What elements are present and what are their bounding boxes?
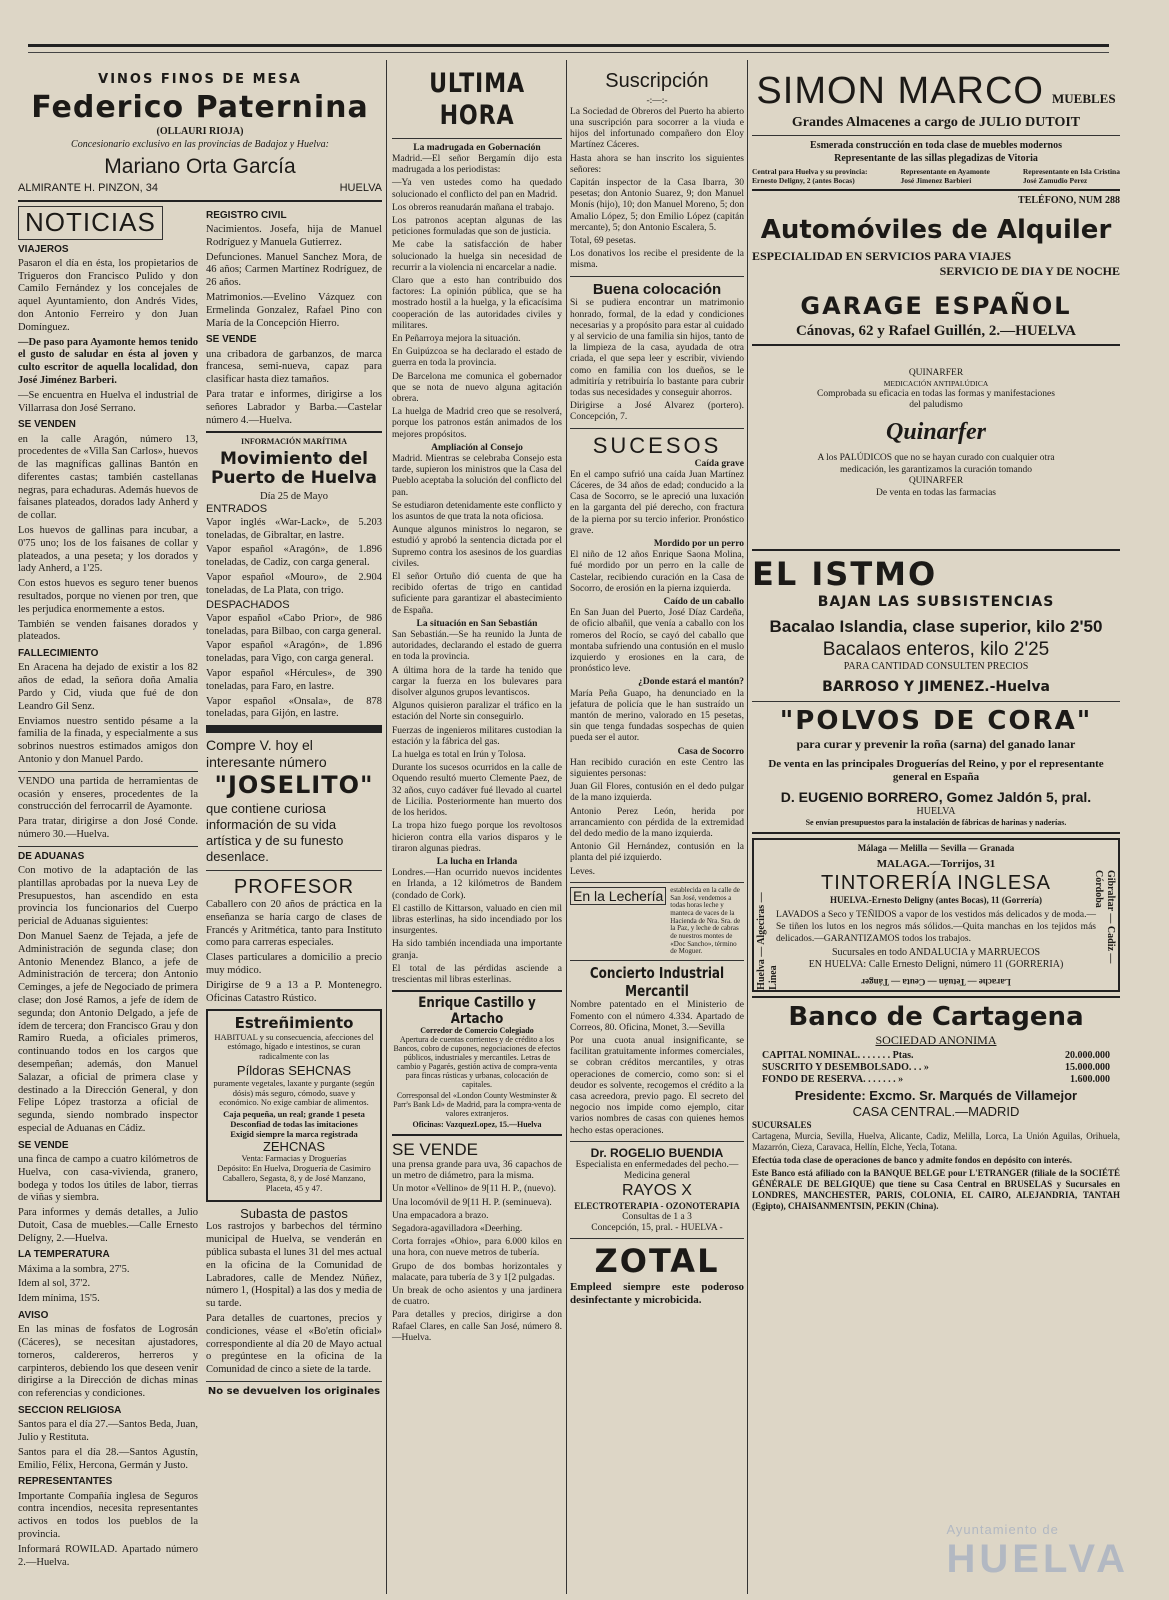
heading-registro-civil: REGISTRO CIVIL	[206, 209, 287, 221]
text-u21: La tropa hizo fuego porque los revoltosos hicieron contra ella varios disparos y le tiraron algunas piedras.	[392, 821, 562, 854]
column-rule	[566, 60, 567, 1594]
ad-castillo-2: Corresponsal del «London County Westminster & Parr's Bank Ld» de Madrid, para la compra-venta de valores extranjeros.	[393, 1091, 561, 1119]
heading-subasta: Subasta de pastos	[240, 1205, 348, 1221]
text-vendo-2: Para tratar, dirigirse a don José Conde. número 30.—Huelva.	[18, 816, 198, 840]
column-ads	[752, 60, 1120, 1214]
ad-buendia: Dr. ROGELIO BUENDIA	[590, 1145, 724, 1160]
ad-sucursales-title: SUCURSALES	[752, 1120, 812, 1131]
heading-buena-colocacion: Buena colocación	[592, 280, 722, 298]
column-rule	[386, 60, 387, 1594]
ad-castillo-3: Oficinas: VazquezLopez, 15.—Huelva	[412, 1120, 542, 1130]
heading-mordido: Mordido por un perro	[653, 538, 744, 549]
text-u11: Madrid. Mientras se celebraba Consejo esta tarde, supieron los ministros que la Casa del Pueblo aceptaba la solución del conflicto del pan.	[392, 454, 562, 498]
text-sv3: Una locomóvil de 9[11 H. P. (seminueva).	[392, 1197, 552, 1208]
ad-central: Central para Huelva y su provincia:	[752, 166, 868, 176]
heading-fallecimiento: FALLECIMIENTO	[18, 648, 99, 660]
text-u1: Madrid.—El señor Bergamín dijo esta madrugada a los periodistas:	[392, 153, 562, 176]
text-b1: Si se pudiera encontrar un matrimonio honrado, formal, de la edad y condiciones necesarias y a propósito para estar al cuidado y al servicio de una familia sin hijos, tanto de la limpieza de la casa, ayudada de otra criada, el que sepa leer y escribir, viviendo como en familia con los dueños, se le admitiría y retribuiría lo bastante para cubrir todas sus necesidades y conseguir ahorros.	[570, 298, 744, 398]
ad-castillo-1: Apertura de cuentas corrientes y de crédito a los Bancos, cobro de cupones, negociaciones de efectos públicos, industriales y mercantiles. Letras de cambio y Pagarés, gestión activa de compra-venta para fincas rústicas y urbanas, colocación de capitales.	[393, 1035, 561, 1090]
ad-barroso: BARROSO Y JIMENEZ.-Huelva	[822, 679, 1050, 696]
ad-esmerada: Esmerada construcción en toda clase de muebles modernos	[810, 140, 1062, 152]
text-despachado-2: Vapor español «Aragón», de 1.896 toneladas, para Vigo, con carga general.	[206, 640, 382, 665]
heading-info-maritima: INFORMACIÓN MARÍTIMA	[241, 437, 347, 447]
ad-polvos: "POLVOS DE CORA"	[779, 705, 1093, 736]
text-sv7: Grupo de dos bombas horizontales y malacate, para tubería de 3 y 1[2 pulgadas.	[392, 1261, 562, 1283]
ad-jimenez: José Jimenez Barbieri	[900, 175, 972, 185]
ad-pildoras-text: puramente vegetales, laxante y purgante (según dósis) más seguro, cómodo, suave y económico. No exige cambiar de alimentos.	[213, 1077, 375, 1108]
watermark-line2: HUELVA	[946, 1537, 1129, 1581]
heading-representantes: REPRESENTANTES	[18, 1476, 113, 1488]
text-u5: Me cabe la satisfacción de haber solucionado la huelga sin necesidad de recurrir a la violencia ni encarcelar a nadie.	[392, 240, 562, 273]
text-u24: Ha sido también incendiada una importante granja.	[392, 939, 562, 961]
ad-joselito: "JOSELITO"	[214, 771, 374, 800]
text-u10: La huelga de Madrid creo que se resolverá, porque los patronos están animados de los mejores propósitos.	[392, 407, 562, 440]
ad-fondo-value: 1.600.000	[1070, 1074, 1110, 1086]
ad-address-city: HUELVA	[339, 182, 382, 195]
text-u18: Fuerzas de ingenieros militares custodian la estación y la fábrica del gas.	[392, 725, 562, 747]
ad-quinarfer2: QUINARFER	[908, 476, 964, 487]
ad-zamudio: José Zamudio Perez	[1022, 175, 1088, 185]
heading-despachados: DESPACHADOS	[206, 599, 290, 612]
ad-grandes: Grandes Almacenes a cargo de JULIO DUTOIT	[791, 115, 1081, 131]
ad-sucursales: Cartagena, Murcia, Sevilla, Huelva, Alicante, Cadiz, Melilla, Lorca, La Unión Aguilas, Orihuela, Mazarrón, Cieza, Caravaca, Hellín, Elche, Yecla, Totana.	[752, 1131, 1120, 1153]
ad-orta: Mariano Orta García	[104, 154, 296, 178]
ad-electro: ELECTROTERAPIA - OZONOTERAPIA	[574, 1201, 740, 1212]
ad-quinarfer-small: QUINARFER	[908, 367, 964, 378]
ad-estren-text: HABITUAL y su consecuencia, afecciones del estómago, hígado e intestinos, se curan radicalmente con las	[214, 1031, 374, 1062]
ad-concierto-title: Concierto Industrial Mercantil	[589, 964, 725, 1000]
watermark-line1: Ayuntamiento de	[946, 1522, 1059, 1537]
heading-se-vende: SE VENDE	[18, 1139, 69, 1151]
ad-paternina: Federico Paternina	[31, 89, 369, 125]
text-despachado-4: Vapor español «Onsala», de 878 toneladas, para Gijón, en lastre.	[206, 695, 382, 720]
text-u14: El señor Ortuño dió cuenta de que ha recibido ofertas de trigo en cantidad suficiente para garantizar el abastecimiento de España.	[392, 572, 562, 616]
text-despachado-1: Vapor español «Cabo Prior», de 986 toneladas, para Bilbao, con carga general.	[206, 612, 382, 637]
text-aviso: En las minas de fosfatos de Logrosán (Cáceres), se necesitan ajustadores, torneros, caldereros, herreros y carpinteros, debiendo los que deseen venir dirigirse a la Dirección de dichas minas con referencias y condiciones.	[18, 1324, 198, 1400]
text-subasta-2: Para detalles de cuartones, precios y condiciones, véase el «Bo'etín oficial» correspondiente al día 20 de Mayo actual o pregúntese en la oficina de la Comunidad de cinco a siete de la tarde.	[206, 1312, 382, 1376]
text-sv2: Un motor «Vellino» de 9[11 H. P., (nuevo).	[392, 1184, 557, 1195]
ad-fondo-label: FONDO DE RESERVA. . . . . . . »	[762, 1074, 904, 1086]
text-u12: Se estudiaron detenidamente este conflicto y los asuntos de que trata la nota oficiosa.	[392, 500, 562, 523]
ad-telefono: TELÉFONO, NUM 288	[1018, 195, 1120, 207]
ad-castillo	[392, 996, 562, 1130]
ad-zehcnas: ZEHCNAS	[262, 1138, 326, 1154]
ad-ciudades: Málaga — Melilla — Sevilla — Granada	[857, 842, 1015, 853]
ad-corredor: Corredor de Comercio Colegiado	[420, 1026, 534, 1036]
text-sc5: Han recibido curación en este Centro las siguientes personas:	[570, 757, 744, 779]
text-b2: Dirigirse a José Alvarez (portero). Concepción, 7.	[570, 401, 744, 423]
heading-irlanda: La lucha en Irlanda	[436, 856, 518, 867]
archive-watermark	[946, 1522, 1129, 1582]
text-entrado-2: Vapor español «Aragón», de 1.896 toneladas, de Cadiz, con carga general.	[206, 544, 382, 569]
heading-se-venden: SE VENDEN	[18, 419, 76, 431]
ad-efectua: Efectúa toda clase de operaciones de banco y admite fondos en depósito con interés.	[752, 1155, 1072, 1166]
heading-entrados: ENTRADOS	[206, 503, 268, 516]
ad-cantidad: PARA CANTIDAD CONSULTEN PRECIOS	[843, 661, 1029, 673]
ad-simon-title: SIMON MARCO	[756, 70, 1044, 112]
ad-profesor-2: Clases particulares a domicilio a precio muy módico.	[206, 952, 382, 977]
section-title-noticias: NOTICIAS	[18, 206, 163, 240]
text-fallecimiento-2: Enviamos nuestro sentido pésame a la familia de la finada, y especialmente a sus sobrinos nuestros estimados amigos don Antonio y don Manuel Pardo.	[18, 715, 198, 766]
ad-casa-central: CASA CENTRAL.—MADRID	[852, 1104, 1020, 1120]
text-sc2: El niño de 12 años Enrique Saona Molina, fué mordido por un perro en la calle de Castelar, recibiendo curación en la Casa de Socorro, de erosión en la pierna izquierda.	[570, 550, 744, 594]
ad-afiliado: Este Banco está afiliado con la BANQUE BELGE pour L'ETRANGER (filiale de la SOCIÉTÉ GÉNÉRALE DE BELGIQUE) que tiene su Casa Central en BRUSELAS y Sucursales en LONDRES, MANCHESTER, PARIS, COLONIA, EL CAIRO, ALEJANDRIA, TANTAH (Egipto), CHAISANMENTSIN, PEKIN (China).	[752, 1168, 1120, 1211]
ad-banco-capital	[752, 1048, 1120, 1089]
heading-madrugada: La madrugada en Gobernación	[413, 142, 541, 153]
ad-zotal: ZOTAL	[594, 1242, 720, 1281]
ad-ollauri: (OLLAURI RIOJA)	[156, 126, 244, 138]
text-sv1: una prensa grande para uva, 36 capachos de un metro de diámetro, para la misma.	[392, 1160, 562, 1182]
text-u25: El total de las pérdidas asciende a trescientas mil libras esterlinas.	[392, 963, 562, 985]
ad-quinarfer	[752, 350, 1120, 505]
section-title-sucesos: SUCESOS	[592, 432, 722, 458]
heading-aviso: AVISO	[18, 1310, 49, 1322]
text-u8: En Guipúzcoa se ha declarado el estado de guerra en toda la provincia.	[392, 347, 562, 369]
ad-caja: Caja pequeña, un real; grande 1 peseta	[223, 1109, 365, 1120]
ad-desconfiad: Desconfiad de todas las imitaciones	[230, 1119, 358, 1129]
column-ultima-hora	[392, 60, 562, 1346]
text-registro-1: Nacimientos. Josefa, hija de Manuel Rodríguez y Manuela Gutierrez.	[206, 224, 382, 248]
ad-zotal-text: Empleed siempre este poderoso desinfectante y microbicida.	[570, 1281, 744, 1306]
text-u19: La huelga es total en Irún y Tolosa.	[392, 750, 526, 761]
text-u3: Los obreros reanudarán mañana el trabajo.	[392, 202, 554, 213]
text-u13: Aunque algunos ministros lo negaron, se estudió y aprobó la sentencia dictada por el Supremo contra los asesinos de los guardias civiles.	[392, 525, 562, 569]
heading-san-sebastian: La situación en San Sebastián	[416, 618, 538, 629]
text-se-venden-2: Los huevos de gallinas para incubar, a 0'75 uno; los de los faisanes de collar y plateados, a una peseta; y los dorados y lady Anherd, a 1'25.	[18, 525, 198, 575]
ad-profesor-title: PROFESOR	[233, 875, 355, 898]
ad-ernesto: Ernesto Deligny, 2 (antes Bocas)	[752, 175, 855, 185]
heading-caida-grave: Caída grave	[694, 458, 744, 469]
ad-capital-label: CAPITAL NOMINAL. . . . . . . Ptas.	[762, 1049, 914, 1061]
ad-rayos: RAYOS X	[622, 1182, 692, 1200]
ad-simon-muebles: MUEBLES	[1051, 91, 1116, 106]
ad-ayamonte: Representante en Ayamonte	[900, 166, 990, 176]
ad-polvos-1: para curar y prevenir la roña (sarna) del ganado lanar	[796, 737, 1076, 752]
text-s3: Capitán inspector de la Casa Ibarra, 30 pesetas; don Antonio Suarez, 9; don Manuel Monís (hijo), 10; don Manuel Moreno, 5; don Amalio López, 5; don Emilio López (capitán mercante), 5; don Antonio Escalera, 5.	[570, 178, 744, 233]
ad-palud: A los PALÚDICOS que no se hayan curado con cualquier otra medicación, les garantizamos la curación tomando	[817, 452, 1055, 475]
ad-bacalao2: Bacalaos enteros, kilo 2'25	[822, 639, 1050, 661]
heading-viajeros: VIAJEROS	[18, 243, 69, 255]
ad-tint-1: LAVADOS a Seco y TEÑIDOS a vapor de los vestidos más delicados y de moda.—Se tiñen los lutos en los negros más sólidos.—Quita manchas en los tejidos más delicados.—GARANTIZAMOS todos los trabajos.	[776, 910, 1096, 944]
text-u23: El castillo de Kittarson, valuado en cien mil libras esterlinas, ha sido incendiado por los insurgentes.	[392, 903, 562, 937]
ad-address-street: ALMIRANTE H. PINZON, 34	[18, 182, 158, 195]
ad-istmo: EL ISTMO	[752, 555, 938, 594]
text-originales: No se devuelven los originales	[207, 1385, 381, 1397]
ad-castillo-title: Enrique Castillo y Artacho	[418, 995, 536, 1027]
ad-especialidad: ESPECIALIDAD EN SERVICIOS PARA VIAJES	[752, 249, 1012, 263]
ad-malaga: MALAGA.—Torrijos, 31	[876, 857, 996, 870]
ad-automoviles: Automóviles de Alquiler	[760, 215, 1112, 246]
ad-concepcion: Concepción, 15, pral. - HUELVA -	[591, 1223, 723, 1234]
text-viajeros-1: Pasaron el día en ésta, los propietarios de Trigueros don Francisco Pulido y don Camilo Fernández y los concejales de aquel Ayuntamiento, don Andrés Vides, don Antonio Ferreiro y don Juan Domínguez.	[18, 257, 198, 333]
heading-caballo: Caído de un caballo	[663, 596, 744, 607]
ad-comprobada: Comprobada su eficacia en todas las formas y manifestaciones del paludismo	[817, 388, 1055, 411]
text-u4: Los patronos aceptan algunas de las peticiones formuladas que son de justicia.	[392, 215, 562, 238]
ad-isla: Representante en Isla Cristina	[1022, 166, 1120, 176]
text-registro-3: Matrimonios.—Evelino Vázquez con Ermelinda Gonzalez, Rafael Pino con María de la Concepción Hierro.	[206, 292, 382, 329]
ad-polvos-2: De venta en las principales Droguerías del Reino, y por el representante general en España	[768, 757, 1104, 784]
section-title-suscripcion: Suscripción	[605, 70, 709, 92]
text-temp-1: Máxima a la sombra, 27'5.	[18, 1263, 130, 1275]
ad-bajan: BAJAN LAS SUBSISTENCIAS	[817, 594, 1055, 611]
text-viajeros-3: —Se encuentra en Huelva el industrial de Villarrasa don José Serrano.	[18, 389, 198, 414]
text-representantes-1: Importante Compañía inglesa de Seguros contra incendios, necesita representantes activos en todos los pueblos de la provincia.	[18, 1490, 198, 1540]
ad-concesionario: Concesionario exclusivo en las provincias de Badajoz y Huelva:	[71, 138, 329, 150]
text-sv8: Un break de ocho asientos y una jardinera de cuatro.	[392, 1286, 562, 1308]
ad-concierto-1: Nombre patentado en el Ministerio de Fomento con el número 4.334. Apartado de Correos, 80. Oficina, Monet, 3.—Sevilla	[570, 1000, 744, 1033]
text-temp-3: Idem mínima, 15'5.	[18, 1293, 100, 1305]
ad-garage: GARAGE ESPAÑOL	[800, 292, 1072, 321]
ad-concierto-2: Por una cuota anual insignificante, se facilitan gratuitamente informes comerciales, se cobran créditos mercantiles, y otras operaciones de comercio, como son: si el deudor es solvente, recogemos el crédito a la casa acreedora, previo pago. El secreto del negocio nos impide como ejemplo, citar varios nombres de casas con quienes hemos hecho estas operaciones.	[570, 1036, 744, 1136]
text-u17: Algunos quisieron paralizar el tráfico en la estación del Norte sin conseguirlo.	[392, 701, 562, 723]
text-u16: A última hora de la tarde ha tenido que cargar la fuerza en los bulevares para disolver algunos grupos levantiscos.	[392, 665, 562, 699]
text-sc4: María Peña Guapo, ha denunciado en la jefatura de policía que le han sustraído un mantón de merino, valorado en 15 pesetas, sin que tenga fundadas sospechas de quien pueda ser el autor.	[570, 688, 744, 744]
text-entrado-3: Vapor español «Mouro», de 2.904 toneladas, de La Plata, con trigo.	[206, 571, 382, 596]
top-rule-thin	[28, 52, 1109, 53]
ad-banco-title: Banco de Cartagena	[788, 1001, 1084, 1032]
text-sc6: Juan Gil Flores, contusión en el dedo pulgar de la mano izquierda.	[570, 782, 744, 804]
ad-quinarfer-title: Quinarfer	[885, 418, 987, 445]
text-entrado-1: Vapor inglés «War-Lack», de 5.203 toneladas, de Gibraltar, en lastre.	[206, 516, 382, 541]
text-s4: Total, 69 pesetas.	[570, 236, 636, 247]
text-sv5: Segadora-agavilladora «Deerhing.	[392, 1224, 523, 1235]
text-u20: Durante los sucesos ocurridos en la calle de Oquendo resultó muerto Clemente Paez, de 32 años, cuyo cadáver fué llevado al cuartel de Licilia. Posteriormente han muerto dos de los heridos.	[392, 763, 562, 819]
ad-servicio: SERVICIO DE DIA Y DE NOCHE	[939, 263, 1120, 278]
heading-se-vende-prensa: SE VENDE	[392, 1139, 478, 1159]
ad-vinos: VINOS FINOS DE MESA	[98, 72, 302, 87]
ad-deventa: De venta en todas las farmacias	[875, 487, 997, 498]
heading-movimiento-puerto: Movimiento del Puerto de Huelva	[210, 449, 378, 488]
ad-estrenimiento	[206, 1009, 382, 1201]
text-u6: Claro que a esto han contribuido dos factores: La opinión pública, que se ha mostrado hostil a la huelga, y la eficacísima cooperación de las autoridades civiles y militares.	[392, 275, 562, 331]
ad-ciudades-inv: Larache — Tetuán — Ceuta — Tánger	[861, 976, 1011, 987]
text-aduanas-2: Don Manuel Saenz de Tejada, a jefe de Administración de segunda clase; don Antonio Menendez Blanco, a jefe de Administración de tercera; don Antonio Ceminges, a jefe de Negociado de primera clase; don José Ramos, a jefe de ídem de segunda; don Antonio Delgado, a jefe de ídem de tercera; don Francisco Grau y don Ramiro Rueda, a oficiales primeros, continuando todos en los cargos que desempeñan; además, don Manuel Salazar, a oficial de primera clase y destinado a la Dirección General, y don Felipe López trastorza a oficial de segunda, siendo nombrado inspector especial de Aduanas en Cádiz.	[18, 930, 198, 1134]
text-registro-2: Defunciones. Manuel Sanchez Mora, de 46 años; Carmen Martínez Rodríguez, de 26 años.	[206, 251, 382, 289]
heading-ampliacion: Ampliación al Consejo	[431, 442, 523, 453]
text-u9: De Barcelona me comunica el gobernador que se nota de nuevo alguna agitación obrera.	[392, 371, 562, 404]
ad-presupuestos: Se envían presupuestos para la instalación de fábricas de harinas y naderías.	[805, 817, 1067, 827]
ad-suscrito-label: SUSCRITO Y DESEMBOLSADO. . . »	[762, 1062, 929, 1074]
text-dia: Día 25 de Mayo	[260, 490, 328, 502]
text-cribadora-1: una cribadora de garbanzos, de marca francesa, semi-nueva, capaz para clasificar hasta diez tamaños.	[206, 348, 382, 386]
ad-suscrito-value: 15.000.000	[1065, 1062, 1110, 1074]
ad-lecheria-text: establecida en la calle de San José, vendemos a todas horas leche y manteca de vaces de la Hacienda de Nra. Sra. de la Paz, y leche de cabras de nuestros montes de «Doc Sancho», término de Moguer.	[670, 885, 741, 956]
text-sc1: En el campo sufrió una caída Juan Martínez Cáceres, de 34 años de edad; conducido a la Casa de Socorro, se le apreció una luxación en la garganta del pié derecho, con fractura de la pierna por su tercio inferior. Pronóstico grave.	[570, 469, 744, 536]
text-sv6: Corta forrajes «Ohio», para 6.000 kilos en una hora, con nueve metros de tubería.	[392, 1237, 562, 1259]
heading-manton: ¿Donde estará el mantón?	[638, 677, 744, 688]
heading-religiosa: SECCION RELIGIOSA	[18, 1405, 122, 1417]
ad-bacalao1: Bacalao Islandia, clase superior, kilo 2'50	[769, 617, 1103, 637]
text-viajeros-2: —De paso para Ayamonte hemos tenido el gusto de saludar en ésta al joven y culto escritor de aquella localidad, don José Jiménez Barberi.	[18, 336, 198, 386]
text-representantes-2: Informará ROWILAD. Apartado número 2.—Huelva.	[18, 1543, 198, 1568]
text-religiosa-1: Santos para el día 27.—Santos Beda, Juan, Julio y Restituta.	[18, 1419, 198, 1444]
text-sc3: En San Juan del Puerto, José Díaz Cardeña, de oficio albañil, que venía a caballo con los romeros del Rocío, se cayó del caballo que montaba sufriendo una contusión en el muslo izquierdo y erosiones en la cara, de pronóstico leve.	[570, 608, 744, 675]
ad-lecheria-title: En la Lechería	[570, 887, 666, 906]
ad-joselito-text: que contiene curiosa información de su vida artística y de su funesto desenlace.	[206, 800, 344, 865]
heading-temperatura: LA TEMPERATURA	[18, 1249, 110, 1261]
ad-presidente: Presidente: Excmo. Sr. Marqués de Villamejor	[794, 1088, 1078, 1104]
ad-compre: Compre V. hoy el interesante número	[206, 737, 327, 771]
subcolumn-b	[206, 206, 382, 1572]
subcolumn-a	[18, 206, 198, 1572]
text-s5: Los donativos los recibe el presidente de la misma.	[570, 249, 744, 271]
ad-lecheria	[570, 887, 744, 956]
text-se-vende-1: una finca de campo a cuatro kilómetros de Huelva, con casa-vivienda, granero, bodega y todos los útiles de labor, tierras de viñas y siembra.	[18, 1153, 198, 1204]
ad-consultas: Consultas de 1 a 3	[622, 1211, 692, 1222]
text-u2: —Ya ven ustedes como ha quedado solucionado el conflicto del pan en Madrid.	[392, 178, 562, 200]
ad-representante: Representante de las sillas plegadizas de Vitoria	[834, 152, 1038, 164]
ad-simon-marco	[752, 68, 1120, 114]
ad-canovas: Cánovas, 62 y Rafael Guillén, 2.—HUELVA	[795, 322, 1077, 339]
text-religiosa-2: Santos para el día 28.—Santos Agustín, Emilio, Félix, Hercona, Germán y Justo.	[18, 1446, 198, 1471]
text-se-venden-3: Con estos huevos es seguro tener buenos resultados, porque no vienen por tren, que les perjudica enormemente a estos.	[18, 578, 198, 615]
column-suscripcion: Suscripción -:—:- La Sociedad de Obreros del Puerto ha abierto una suscripción para socorrer a la viuda e hijos del infortunado compañero don Eloy Martínez Cáceres. Hasta ahora se han inscrito los siguientes señores: Capitán inspector de la Casa Ibarra, 30 pesetas; don Antonio Suarez, 9; don Manuel Monís (hijo), 10; don Manuel Moreno, 5; don Amalio López, 5; don Emilio López (capitán mercante), 5; don Antonio Escalera, 5. Total, 69 pesetas. Los donativos los recibe el presidente de la misma. Buena colocación Si se pudiera encontrar un matrimonio honrado, formal, de la edad y condiciones necesarias y a propósito para estar al cuidado y al servicio de una familia sin hijos, tanto de la limpieza de la casa, ayudada de otra criada, el que sepa leer y escribir, viviendo como en familia con los dueños, se le admitiría y retribuiría lo bastante para cubrir todas sus necesidades y conseguir ahorros. Dirigirse a José Alvarez (portero). Concepción, 7. SUCESOS Caída grave En el campo sufrió una caída Juan Martínez Cáceres, de 34 años de edad; conducido a la Casa de Socorro, se le apreció una luxación en la garganta del pié derecho, con fractura de la pierna por su tercio inferior. Pronóstico grave. Mordido por un perro El niño de 12 años Enrique Saona Molina, fué mordido por un perro en la calle de Castelar, recibiendo curación en la Casa de Socorro, de erosión en la pierna izquierda. Caído de un caballo En San Juan del Puerto, José Díaz Cardeña, de oficio albañil, que venía a caballo con los romeros del Rocío, se cayó del caballo que montaba sufriendo una contusión en el muslo izquierdo y erosiones en la cara, de pronóstico leve. ¿Donde estará el mantón? María Peña Guapo, ha denunciado en la jefatura de policía que le han sustraído un mantón de merino, valorado en 15 pesetas, sin que tenga fundadas sospechas de quien pueda ser el autor. Casa de Socorro Han recibido curación en este Centro las siguientes personas: Juan Gil Flores, contusión en el dedo pulgar de la mano izquierda. Antonio Perez León, herida por arrancamiento con pérdida de la extremidad del dedo medio de la mano izquierda. Antonio Gil Hernández, contusión en la planta del pié izquierdo. Leves. En la Lechería establecida en la calle de San José, vendemos a todas horas leche y manteca de vaces de la Hacienda de Nra. Sra. de la Paz, y leche de cabras de nuestros montes de «Doc Sancho», término de Moguer. Concierto Industrial Mercantil Nombre patentado en el Ministerio de Fomento con el número 4.334. Apartado de Correos, 80. Oficina, Monet, 3.—Sevilla Por una cuota anual insignificante, se facilitan gratuitamente informes comerciales, se cobran créditos mercantiles, y otras operaciones de comercio, como son: si el deudor es solvente, recogemos el crédito a la casa acreedora, previo pago. El secreto del negocio nos impide como ejemplo, citar varios nombres de casas con quienes hemos hecho estas operaciones. Dr. ROGELIO BUENDIA Especialista en enfermedades del pecho.—Medicina general RAYOS X ELECTROTERAPIA - OZONOTERAPIA Consultas de 1 a 3 Concepción, 15, pral. - HUELVA - ZOTAL Empleed siempre este poderoso desinfectante y microbicida.	[570, 70, 744, 1306]
text-se-venden-1: en la calle Aragón, número 13, procedentes de «Villa San Carlos», huevos de las magníficas gallinas Bantón en diferentes castas; también castellanas negras, para echaduras. Además huevos de faisanes plateados, dorados lady Anherd y de collar.	[18, 433, 198, 522]
text-sv4: Una empacadora a brazo.	[392, 1210, 489, 1221]
ad-tint-huelva: HUELVA.-Ernesto Deligny (antes Bocas), 11 (Gorrería)	[829, 895, 1043, 906]
text-temp-2: Idem al sol, 37'2.	[18, 1278, 91, 1290]
text-u22: Londres.—Han ocurrido nuevos incidentes en Irlanda, a 12 kilómetros de Bandem (condado de Cork).	[392, 868, 562, 901]
text-se-vende-2: Para informes y demás detalles, a Julio Dutoit, Casa de muebles.—Calle Ernesto Delígny, 2.—Huelva.	[18, 1207, 198, 1244]
ad-address	[18, 182, 382, 195]
ad-buendia-text: Especialista en enfermedades del pecho.—Medicina general	[575, 1159, 739, 1182]
ad-tint-side-right: Gibraltar — Cadiz — Córdoba	[1092, 869, 1116, 964]
heading-se-vende-cribadora: SE VENDE	[206, 334, 257, 346]
text-s1: La Sociedad de Obreros del Puerto ha abierto una suscripción para socorrer a la viuda e hijos del infortunado compañero don Eloy Martínez Cáceres.	[570, 106, 744, 151]
text-sc9: Leves.	[570, 866, 596, 877]
text-cribadora-2: Para tratar e informes, dirigirse a los señores Labrador y Barba.—Castelar número 4.—Huelva.	[206, 388, 382, 426]
ad-deposito: Depósito: En Huelva, Droguería de Casimiro Caballero, Segasta, 8, y de José Manzano, Placeta, 45 y 47.	[217, 1163, 371, 1193]
text-fallecimiento-1: En Aracena ha dejado de existir a los 82 años de edad, la señora doña Amalia Pardo y Cid, viuda que fué de don Leandro Gil Senz.	[18, 662, 198, 712]
text-sc7: Antonio Perez León, herida por arrancamiento con pérdida de la extremidad del dedo medio de la mano izquierda.	[570, 806, 744, 840]
ad-tint-2: Sucursales en todo ANDALUCIA y MARRUECOS	[831, 947, 1041, 959]
ad-simon-reps	[752, 167, 1120, 185]
ad-medicacion: MEDICACIÓN ANTIPALÚDICA	[883, 379, 989, 389]
ad-estren-title: Estreñimiento	[234, 1014, 354, 1033]
ad-capital-value: 20.000.000	[1065, 1049, 1110, 1061]
text-s2: Hasta ahora se han inscrito los siguientes señores:	[570, 153, 744, 175]
text-subasta-1: Los rastrojos y barbechos del término municipal de Huelva, se venderán en pública subasta el lunes 31 del mes actual en la oficina de la Comunidad de Labradores, calle de Mendez Núñez, número 1, (Hospital) a las dos y media de su tarde.	[206, 1221, 382, 1310]
ad-profesor-3: Dirigirse de 9 a 13 a P. Montenegro. Oficinas Catastro Rústico.	[206, 979, 382, 1004]
text-sc8: Antonio Gil Hernández, contusión en la planta del pié izquierdo.	[570, 842, 744, 864]
text-vendo: VENDO una partida de herramientas de ocasión y enseres, procedentes de la construcción del ferrocarril de Ayamonte.	[18, 775, 198, 813]
heading-aduanas: DE ADUANAS	[18, 850, 85, 862]
text-despachado-3: Vapor español «Hércules», de 390 toneladas, para Faro, en lastre.	[206, 668, 382, 692]
text-u7: En Peñarroya mejora la situación.	[392, 333, 521, 344]
heading-casa-socorro: Casa de Socorro	[677, 746, 744, 757]
text-u15: San Sebastián.—Se ha reunido la Junta de autoridades, declarando el estado de guerra en toda la provincia.	[392, 630, 562, 663]
ad-venta: Venta: Farmacias y Droguerías	[241, 1153, 347, 1164]
text-aduanas-1: Con motivo de la adaptación de las plantillas aprobadas por la nueva Ley de Presupuestos, han ascendido en esta provincia los funcionarios del Cuerpo pericial de Aduanas siguientes:	[18, 864, 198, 928]
ad-tint-3: EN HUELVA: Calle Ernesto Deligni, número 11 (GORRERIA)	[808, 959, 1064, 971]
section-title-ultima-hora: ULTIMA HORA	[429, 68, 525, 131]
ad-borrero-huelva: HUELVA	[916, 805, 956, 817]
text-se-venden-4: También se venden faisanes dorados y plateados.	[18, 618, 198, 643]
ad-profesor-1: Caballero con 20 años de práctica en la enseñanza se haría cargo de clases de Francés y Aritmética, tanto para Instituto como para carreras especiales.	[206, 899, 382, 949]
top-rule	[28, 44, 1109, 47]
text-sv9: Para detalles y precios, dirigirse a don Rafael Clares, en calle San José, número 8.—Huelva.	[392, 1310, 562, 1343]
column-noticias	[18, 60, 382, 1571]
ad-exigid: Exigid siempre la marca registrada	[230, 1128, 358, 1139]
ad-borrero: D. EUGENIO BORRERO, Gomez Jaldón 5, pral.	[780, 788, 1092, 805]
column-rule	[747, 60, 748, 1594]
ad-tint-side-left: Huelva — Algeciras — Linea	[756, 892, 780, 990]
ad-sociedad: SOCIEDAD ANONIMA	[875, 1033, 997, 1048]
ad-tintoreria-title: TINTORERÍA INGLESA	[821, 872, 1051, 895]
ad-pildoras: Píldoras SEHCNAS	[236, 1063, 352, 1078]
ad-tintoreria	[752, 838, 1120, 992]
